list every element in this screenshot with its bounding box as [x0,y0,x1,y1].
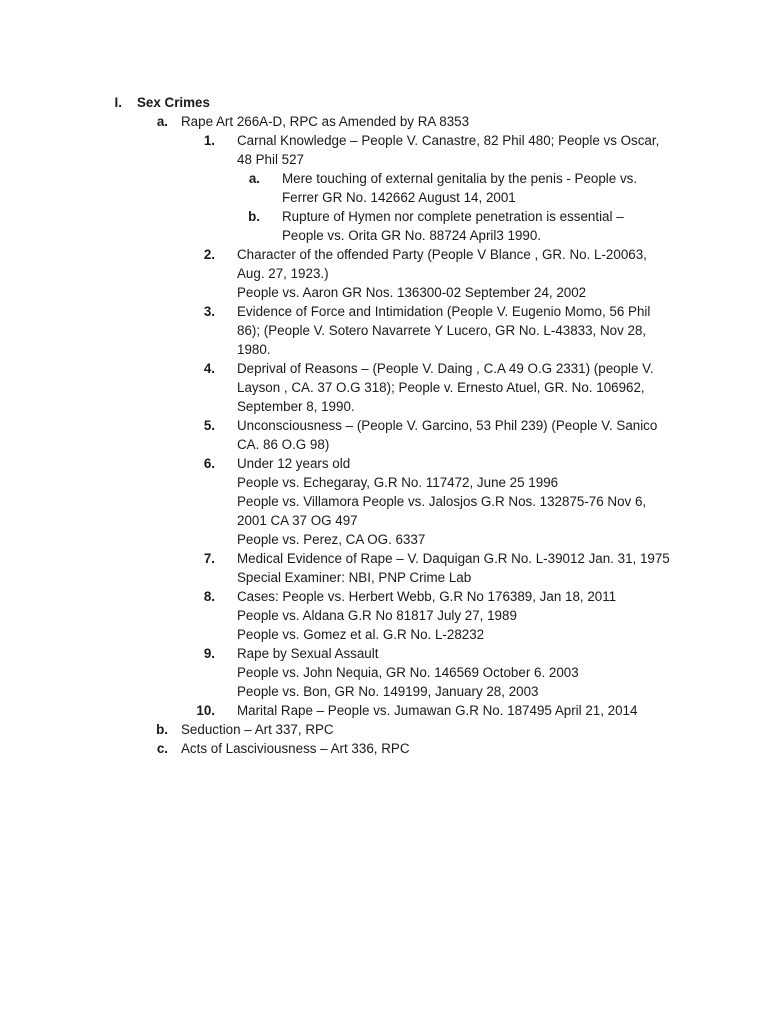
point-marker-4: 4. [203,361,215,376]
point-5-line-1: Unconsciousness – (People V. Garcino, 53 Phil 239) (People V. Sanico [237,418,658,433]
point-marker-7: 7. [203,551,215,566]
point-7-line-2: Special Examiner: NBI, PNP Crime Lab [237,570,472,585]
point-marker-10: 10. [196,703,215,718]
point-7-line-1: Medical Evidence of Rape – V. Daquigan G.R No. L-39012 Jan. 31, 1975 [237,551,670,566]
point-6-line-3: People vs. Villamora People vs. Jalosjos G.R Nos. 132875-76 Nov 6, [237,494,647,509]
point-6-line-1: Under 12 years old [237,456,351,471]
point-marker-1: 1. [203,133,215,148]
subpoint-a-line-2: Ferrer GR No. 142662 August 14, 2001 [282,190,516,205]
point-2-line-2: Aug. 27, 1923.) [237,266,329,281]
point-1-line-2: 48 Phil 527 [237,152,305,167]
point-marker-9: 9. [203,646,215,661]
point-marker-2: 2. [203,247,215,262]
point-marker-6: 6. [203,456,215,471]
point-8-line-3: People vs. Gomez et al. G.R No. L-28232 [237,627,485,642]
section-marker: I. [114,95,122,110]
point-2-line-1: Character of the offended Party (People V Blance , GR. No. L-20063, [237,247,647,262]
point-3-line-2: 86); (People V. Sotero Navarrete Y Lucero, GR No. L-43833, Nov 28, [237,323,647,338]
point-marker-5: 5. [203,418,215,433]
point-10-line-1: Marital Rape – People vs. Jumawan G.R No. 187495 April 21, 2014 [237,703,638,718]
point-9-line-2: People vs. John Nequia, GR No. 146569 October 6. 2003 [237,665,579,680]
subpoint-marker-b: b. [248,209,260,224]
item-marker-a: a. [156,114,168,129]
subpoint-a-line-1: Mere touching of external genitalia by the penis - People vs. [282,171,638,186]
point-4-line-2: Layson , CA. 37 O.G 318); People v. Ernesto Atuel, GR. No. 106962, [237,380,645,395]
item-title-lasciviousness: Acts of Lasciviousness – Art 336, RPC [181,741,410,756]
point-4-line-3: September 8, 1990. [237,399,355,414]
item-title-rape: Rape Art 266A-D, RPC as Amended by RA 8353 [181,114,470,129]
point-1-line-1: Carnal Knowledge – People V. Canastre, 82 Phil 480; People vs Oscar, [237,133,660,148]
point-3-line-3: 1980. [237,342,271,357]
point-6-line-5: People vs. Perez, CA OG. 6337 [237,532,426,547]
point-4-line-1: Deprival of Reasons – (People V. Daing , C.A 49 O.G 2331) (people V. [237,361,654,376]
item-marker-b: b. [156,722,168,737]
item-marker-c: c. [156,741,168,756]
point-9-line-1: Rape by Sexual Assault [237,646,379,661]
section-title: Sex Crimes [137,95,210,110]
point-marker-8: 8. [203,589,215,604]
point-2-line-3: People vs. Aaron GR Nos. 136300-02 September 24, 2002 [237,285,587,300]
point-5-line-2: CA. 86 O.G 98) [237,437,330,452]
point-8-line-1: Cases: People vs. Herbert Webb, G.R No 176389, Jan 18, 2011 [237,589,617,604]
point-6-line-2: People vs. Echegaray, G.R No. 117472, June 25 1996 [237,475,559,490]
point-9-line-3: People vs. Bon, GR No. 149199, January 28, 2003 [237,684,539,699]
point-8-line-2: People vs. Aldana G.R No 81817 July 27, 1989 [237,608,517,623]
subpoint-b-line-1: Rupture of Hymen nor complete penetration is essential – [282,209,624,224]
point-marker-3: 3. [203,304,215,319]
subpoint-marker-a: a. [248,171,260,186]
subpoint-b-line-2: People vs. Orita GR No. 88724 April3 1990. [282,228,542,243]
point-3-line-1: Evidence of Force and Intimidation (People V. Eugenio Momo, 56 Phil [237,304,651,319]
point-6-line-4: 2001 CA 37 OG 497 [237,513,358,528]
item-title-seduction: Seduction – Art 337, RPC [181,722,334,737]
